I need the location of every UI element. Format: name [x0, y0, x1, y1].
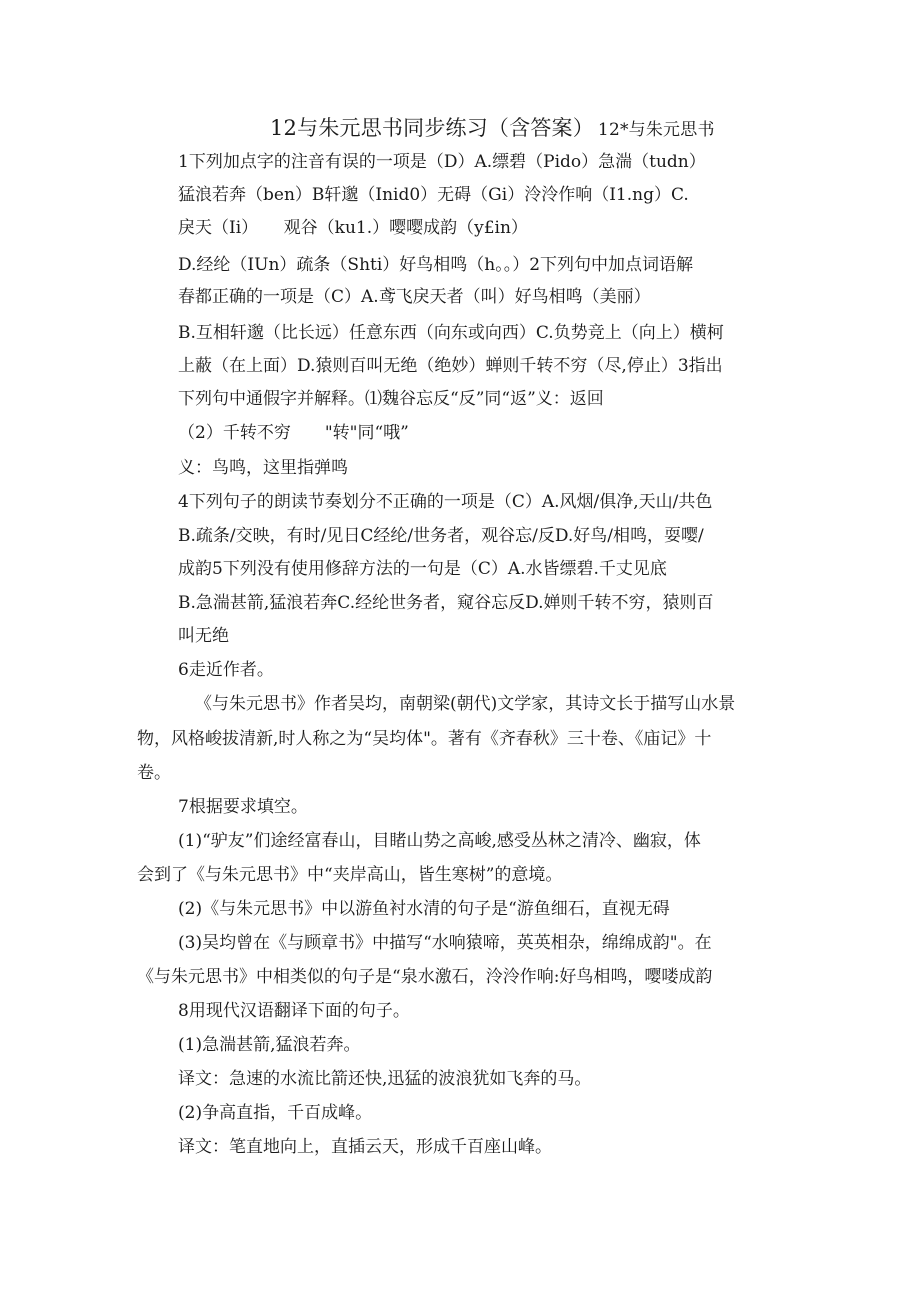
text-line: 《与朱元思书》作者吴均，南朝梁(朝代)文学家，其诗文长于描写山水景: [195, 694, 736, 714]
text-line: 7根据要求填空。: [178, 797, 308, 817]
text-line: (3)吴均曾在《与顾章书》中描写“水响猿啼，英英相杂，绵绵成韵"。在: [178, 933, 712, 953]
text-line: 义：鸟鸣，这里指弹鸣: [178, 458, 348, 478]
text-line: 物，风格峻拔清新,时人称之为“吴均体"。著有《齐春秋》三十卷、《庙记》十: [137, 729, 712, 749]
text-line: B.互相轩邈（比长远）任意东西（向东或向西）C.负势竞上（向上）横柯: [178, 323, 724, 343]
text-line: (2)争高直指，千百成峰。: [178, 1103, 373, 1123]
text-line: 《与朱元思书》中相类似的句子是“泉水激石，泠泠作响:好鸟相鸣，嘤喽成韵: [137, 967, 713, 987]
text-line: (2)《与朱元思书》中以游鱼衬水清的句子是“游鱼细石，直视无碍: [178, 899, 670, 919]
text-line: 下列句中通假字并解释。⑴魏谷忘反“反”同“返”义：返回: [178, 389, 604, 409]
text-line: 卷。: [137, 763, 171, 783]
text-line: 戾天（Ii） 观谷（ku1.）嘤嘤成韵（y£in）: [178, 218, 528, 238]
text-line: D.经纶（IUn）疏条（Shti）好鸟相鸣（h。。）2下列句中加点词语解: [178, 255, 694, 275]
text-line: 成韵5下列没有使用修辞方法的一句是（C）A.水皆缥碧.千丈见底: [178, 559, 667, 579]
text-line: 春都正确的一项是（C）A.鸢飞戾天者（叫）好鸟相鸣（美丽）: [178, 287, 651, 307]
text-line: 6走近作者。: [178, 660, 274, 680]
text-line: 译文：笔直地向上，直插云天，形成千百座山峰。: [178, 1137, 552, 1157]
text-line: （2）千转不穷 "转"同“哦”: [178, 423, 409, 443]
text-line: 叫无绝: [178, 626, 229, 646]
text-line: (1)急湍甚箭,猛浪若奔。: [178, 1035, 361, 1055]
title-sub: 12*与朱元思书: [597, 120, 715, 140]
text-line: 猛浪若奔（ben）B轩邈（Inid0）无碍（Gi）泠泠作响（I1.ng）C.: [178, 185, 689, 205]
title-main: 12与朱元思书同步练习（含答案）: [270, 116, 594, 140]
text-line: 1下列加点字的注音有误的一项是（D）A.缥碧（Pido）急湍（tudn）: [178, 152, 706, 172]
text-line: 会到了《与朱元思书》中“夹岸高山，皆生寒树”的意境。: [137, 865, 563, 885]
text-line: 译文：急速的水流比箭还快,迅猛的波浪犹如飞奔的马。: [178, 1069, 592, 1089]
document-title: [270, 113, 830, 145]
text-line: 8用现代汉语翻译下面的句子。: [178, 1001, 410, 1021]
text-line: (1)“驴友”们途经富春山，目睹山势之高峻,感受丛林之清冷、幽寂，体: [178, 831, 701, 851]
text-line: 4下列句子的朗读节奏划分不正确的一项是（C）A.风烟/俱净,天山/共色: [178, 492, 713, 512]
text-line: B.急湍甚箭,猛浪若奔C.经纶世务者，窥谷忘反D.婵则千转不穷，猿则百: [178, 593, 714, 613]
text-line: B.疏条/交映，有时/见日C经纶/世务者，观谷忘/反D.好鸟/相鸣，耍嘤/: [178, 526, 704, 546]
text-line: 上蔽（在上面）D.猿则百叫无绝（绝妙）蝉则千转不穷（尽,停止）3指出: [178, 356, 723, 376]
